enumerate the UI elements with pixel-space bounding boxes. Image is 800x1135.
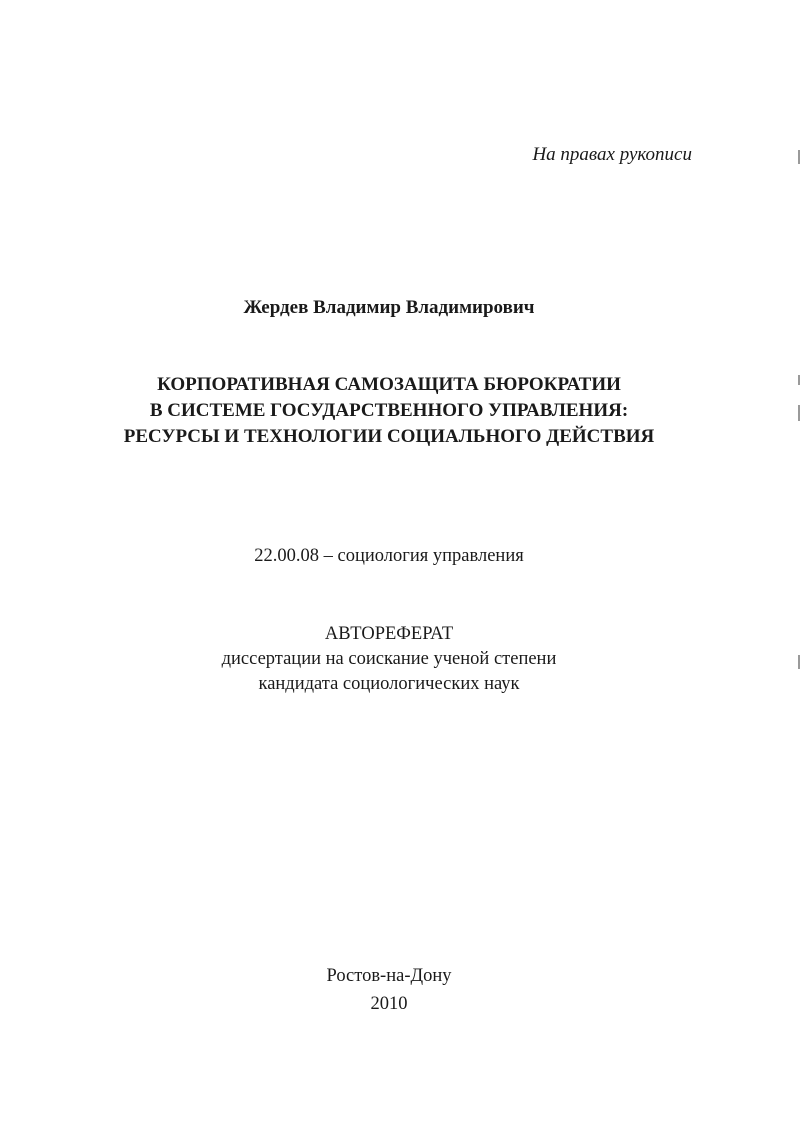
dissertation-title — [0, 372, 778, 450]
title-line: РЕСУРСЫ И ТЕХНОЛОГИИ СОЦИАЛЬНОГО ДЕЙСТВИЯ — [123, 426, 655, 447]
publication-place — [0, 962, 778, 1018]
rights-note: На правах рукописи — [532, 144, 692, 165]
title-line: В СИСТЕМЕ ГОСУДАРСТВЕННОГО УПРАВЛЕНИЯ: — [149, 400, 629, 421]
title-line: КОРПОРАТИВНАЯ САМОЗАЩИТА БЮРОКРАТИИ — [157, 374, 621, 395]
author-name: Жердев Владимир Владимирович — [243, 297, 535, 318]
publication-city: Ростов-на-Дону — [326, 966, 452, 986]
abstract-line: кандидата социологических наук — [258, 674, 520, 694]
abstract-heading: АВТОРЕФЕРАТ — [324, 624, 454, 644]
publication-year: 2010 — [370, 994, 408, 1014]
abstract-block — [0, 622, 778, 697]
specialty-code: 22.00.08 – социология управления — [254, 546, 524, 566]
abstract-line: диссертации на соискание ученой степени — [221, 649, 557, 669]
